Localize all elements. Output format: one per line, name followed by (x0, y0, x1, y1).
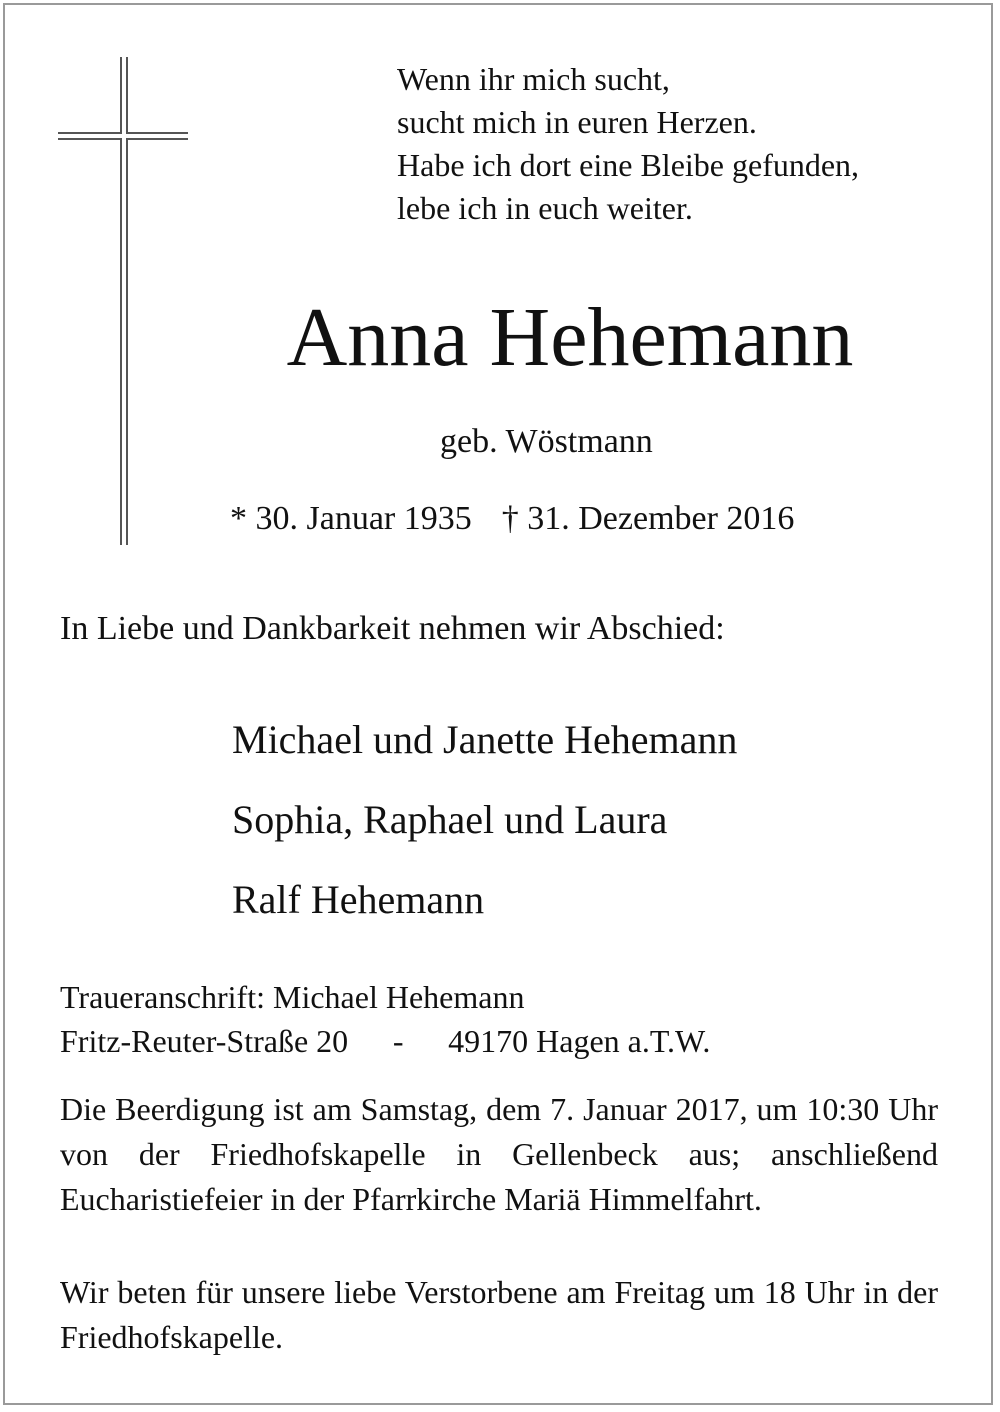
birth-name: geb. Wöstmann (440, 423, 653, 460)
deceased-name: Anna Hehemann (286, 291, 854, 384)
poem-line: lebe ich in euch weiter. (397, 190, 693, 226)
address-street-line (60, 1019, 710, 1063)
poem (397, 58, 977, 230)
poem-line: Habe ich dort eine Bleibe gefunden, (397, 147, 860, 183)
poem-line: Wenn ihr mich sucht, (397, 61, 670, 97)
mourner: Michael und Janette Hehemann (232, 717, 738, 762)
funeral-notice: Die Beerdigung ist am Samstag, dem 7. Januar 2017, um 10:30 Uhr von der Friedhofskapelle in Gellenbeck aus; anschließend Eucharistiefeier in der Pfarrkirche Mariä Himmelfahrt. (60, 1091, 938, 1217)
mourner: Sophia, Raphael und Laura (232, 797, 668, 842)
life-dates (230, 496, 794, 542)
mourner: Ralf Hehemann (232, 877, 485, 922)
farewell-intro: In Liebe und Dankbarkeit nehmen wir Abschied: (60, 610, 725, 647)
address-separator: - (392, 1023, 404, 1059)
mourning-address (60, 975, 710, 1063)
poem-line: sucht mich in euren Herzen. (397, 104, 757, 140)
death-date: † 31. Dezember 2016 (501, 500, 795, 537)
birth-date: * 30. Januar 1935 (230, 500, 472, 537)
address-line: Traueranschrift: Michael Hehemann (60, 979, 525, 1015)
address-street: Fritz-Reuter-Straße 20 (60, 1023, 349, 1059)
prayer-notice: Wir beten für unsere liebe Verstorbene am Freitag um 18 Uhr in der Friedhofskapelle. (60, 1274, 938, 1355)
mourners-list (232, 700, 737, 940)
address-city: 49170 Hagen a.T.W. (448, 1023, 711, 1059)
